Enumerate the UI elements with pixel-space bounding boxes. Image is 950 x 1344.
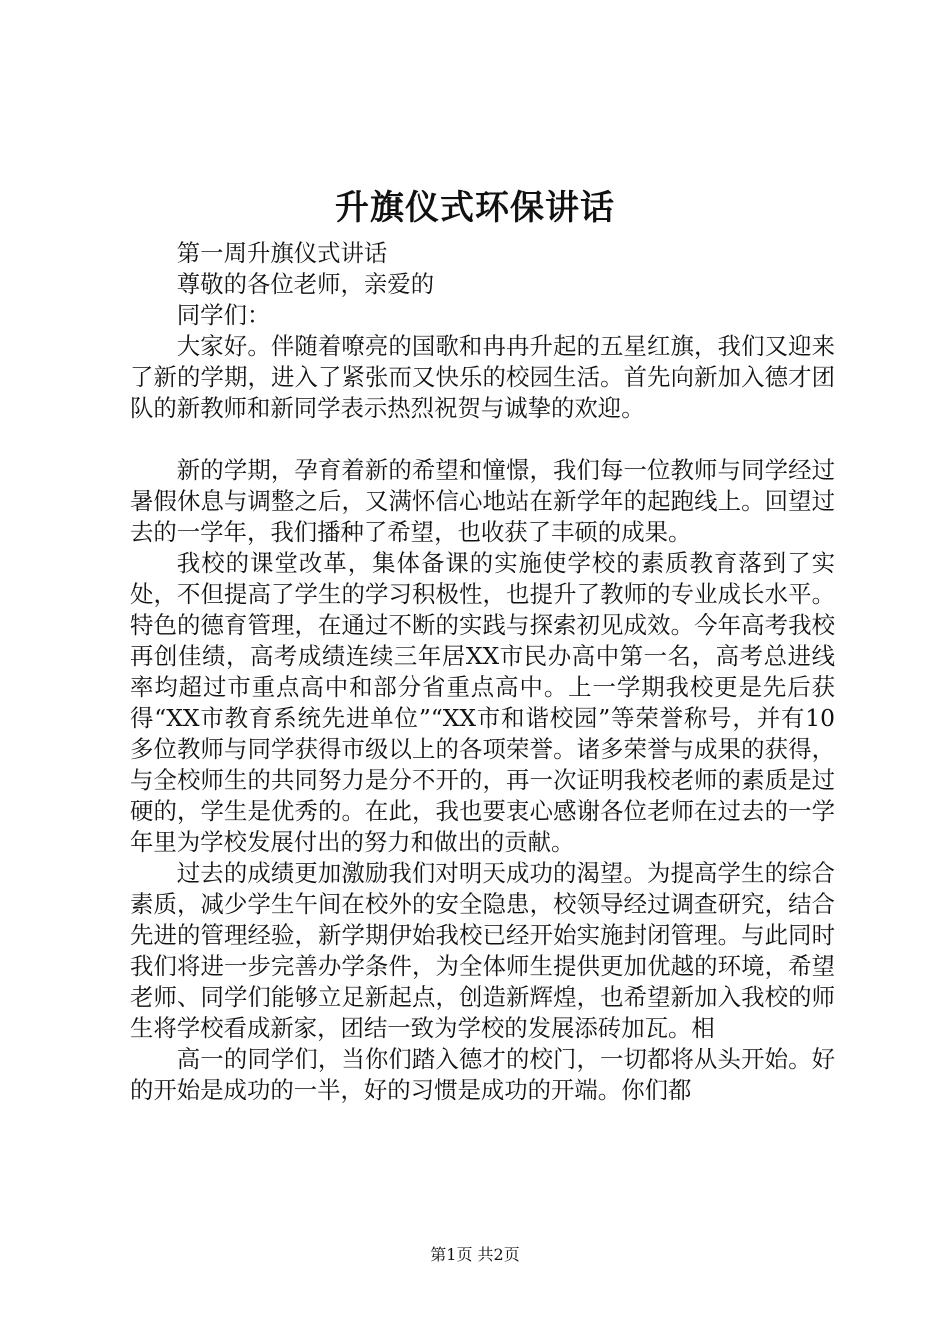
paragraph-freshmen: 高一的同学们，当你们踏入德才的校门，一切都将从头开始。好的开始是成功的一半，好的习惯是成功的开端。你们都 [130, 1045, 835, 1104]
paragraph-future: 过去的成绩更加激励我们对明天成功的渴望。为提高学生的综合素质，减少学生午间在校外的安全隐患，校领导经过调查研究，结合先进的管理经验，新学期伊始我校已经开始实施封闭管理。与此同时我们将进一步完善办学条件，为全体师生提供更加优越的环境，希望老师、同学们能够立足新起点，创造新辉煌，也希望新加入我校的师生将学校看成新家，团结一致为学校的发展添砖加瓦。相 [130, 859, 835, 1042]
salutation-line-1: 尊敬的各位老师，亲爱的 [176, 270, 435, 298]
paragraph-achievements: 我校的课堂改革，集体备课的实施使学校的素质教育落到了实处，不但提高了学生的学习积极性，也提升了教师的专业成长水平。特色的德育管理，在通过不断的实践与探索初见成效。今年高考我校再创佳绩，高考成绩连续三年居XX市民办高中第一名，高考总进线率均超过市重点高中和部分省重点高中。上一学期我校更是先后获得“XX市教育系统先进单位”“XX市和谐校园”等荣誉称号，并有10多位教师与同学获得市级以上的各项荣誉。诸多荣誉与成果的获得，与全校师生的共同努力是分不开的，再一次证明我校老师的素质是过硬的，学生是优秀的。在此，我也要衷心感谢各位老师在过去的一学年里为学校发展付出的努力和做出的贡献。 [130, 549, 835, 856]
salutation-line-2: 同学们： [176, 301, 271, 329]
document-body [130, 238, 835, 1106]
page-number: 第1页 共2页 [430, 1245, 520, 1264]
document-title: 升旗仪式环保讲话 [335, 188, 615, 228]
paragraph-new-semester: 新的学期，孕育着新的希望和憧憬，我们每一位教师与同学经过暑假休息与调整之后，又满怀信心地站在新学年的起跑线上。回望过去的一学年，我们播种了希望，也收获了丰硕的成果。 [130, 456, 835, 546]
speech-heading: 第一周升旗仪式讲话 [176, 239, 388, 267]
paragraph-greeting: 大家好。伴随着嘹亮的国歌和冉冉升起的五星红旗，我们又迎来了新的学期，进入了紧张而又快乐的校园生活。首先向新加入德才团队的新教师和新同学表示热烈祝贺与诚挚的欢迎。 [130, 332, 835, 422]
